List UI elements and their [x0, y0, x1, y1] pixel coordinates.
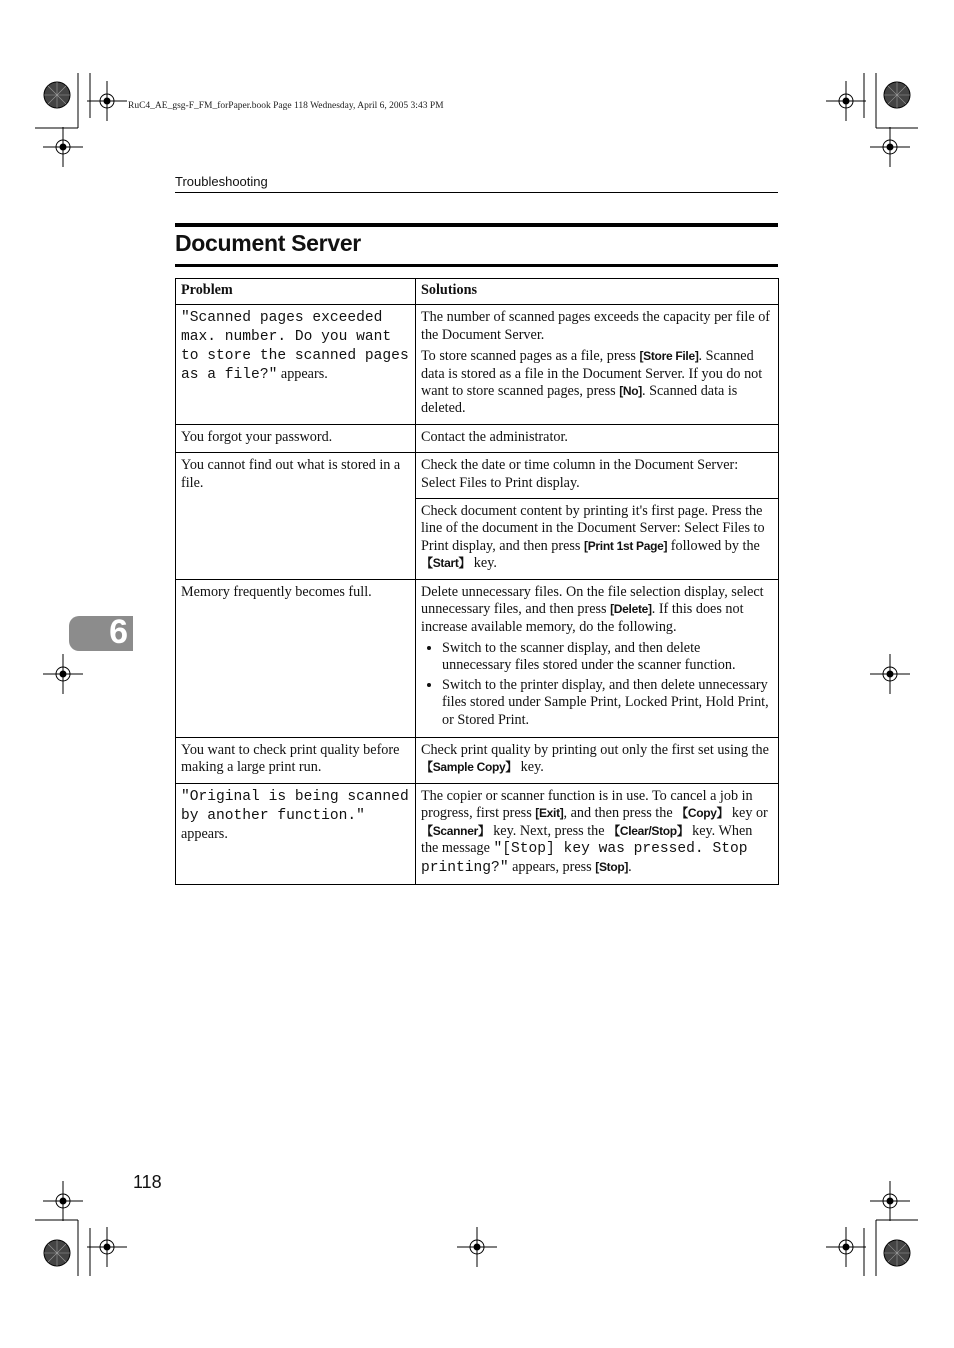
problem-cell: You cannot find out what is stored in a file. — [176, 453, 416, 579]
registration-mark-icon — [43, 654, 83, 694]
solution-text: The number of scanned pages exceeds the capacity per file of the Document Server. — [421, 309, 771, 343]
running-head: Troubleshooting — [175, 174, 268, 189]
problem-cell: Memory frequently becomes full. — [176, 579, 416, 737]
solution-text: Check the date or time column in the Document Server: Select Files to Print display. — [421, 457, 739, 491]
solution-text: Check document content by printing it's first page. Press the line of the document in the Document Server: Select Files to Print display, and then press [Print 1st Page] followed by the 【Start】 key. — [421, 503, 765, 572]
solutions-header: Solutions — [416, 279, 779, 305]
scanner-key: 【Scanner】 — [421, 823, 490, 838]
stop-key: [Stop] — [595, 859, 629, 874]
print-info: RuC4_AE_gsg-F_FM_forPaper.book Page 118 Wednesday, April 6, 2005 3:43 PM — [128, 101, 444, 111]
registration-mark-icon — [870, 127, 910, 167]
message-text: "[Stop] key was pressed. Stop printing?" — [421, 840, 748, 876]
registration-disc-icon — [44, 1240, 70, 1266]
solution-text: Check print quality by printing out only the first set using the 【Sample Copy】 key. — [421, 741, 769, 776]
registration-mark-icon — [43, 1181, 83, 1221]
exit-key: [Exit] — [535, 806, 564, 821]
store-file-key: [Store File] — [639, 349, 699, 364]
registration-disc-icon — [884, 82, 910, 108]
message-text: "Scanned pages exceeded max. number. Do you want to store the scanned pages as a file?" — [181, 310, 409, 384]
section-title: Document Server — [175, 230, 361, 256]
registration-mark-icon — [870, 1181, 910, 1221]
list-item: • Switch to the printer display, and then delete unnecessary files stored under Sample Print, Locked Print, Hold Print, or Stored Print. — [442, 677, 773, 729]
registration-mark-icon — [43, 127, 83, 167]
message-text: "Original is being scanned by another function." — [181, 788, 409, 824]
page-number: 118 — [133, 1172, 162, 1192]
registration-disc-icon — [44, 82, 70, 108]
copy-key: 【Copy】 — [676, 806, 729, 821]
registration-mark-icon — [826, 1227, 866, 1267]
problem-suffix: appears. — [277, 366, 328, 383]
solution-text: The copier or scanner function is in use. To cancel a job in progress, first press [Exit], and then press the 【Copy】 key or 【Scanner】 key. Next, press the 【Clear/Stop】 key. When the message "[Stop] key was pressed. Stop printing?" appears, press [Stop]. — [421, 787, 768, 876]
problem-header: Problem — [176, 279, 416, 305]
solution-text: Contact the administrator. — [421, 428, 568, 445]
problem-cell: You forgot your password. — [176, 424, 416, 452]
list-item: • Switch to the scanner display, and then delete unnecessary files stored under the scanner function. — [442, 640, 773, 675]
registration-mark-icon — [87, 81, 127, 121]
registration-mark-icon — [870, 654, 910, 694]
registration-mark-icon — [87, 1227, 127, 1267]
print-first-page-key: [Print 1st Page] — [584, 538, 668, 553]
start-key: 【Start】 — [421, 556, 471, 571]
problem-suffix: appears. — [181, 825, 228, 842]
registration-mark-icon — [457, 1227, 497, 1267]
problem-cell: You want to check print quality before making a large print run. — [176, 737, 416, 783]
solution-text: Delete unnecessary files. On the file selection display, select unnecessary files, and then press [Delete]. If this does not increase available memory, do the following. — [421, 583, 764, 635]
registration-mark-icon — [826, 81, 866, 121]
delete-key: [Delete] — [610, 602, 652, 617]
chapter-number: 6 — [109, 613, 128, 651]
sample-copy-key: 【Sample Copy】 — [421, 760, 518, 775]
solution-text: To store scanned pages as a file, press [Store File]. Scanned data is stored as a file in the Document Server. If you do not want to store scanned pages, press [No]. Scanned data is deleted. — [421, 348, 763, 417]
no-key: [No] — [619, 384, 642, 399]
registration-disc-icon — [884, 1240, 910, 1266]
clear-stop-key: 【Clear/Stop】 — [608, 823, 689, 838]
